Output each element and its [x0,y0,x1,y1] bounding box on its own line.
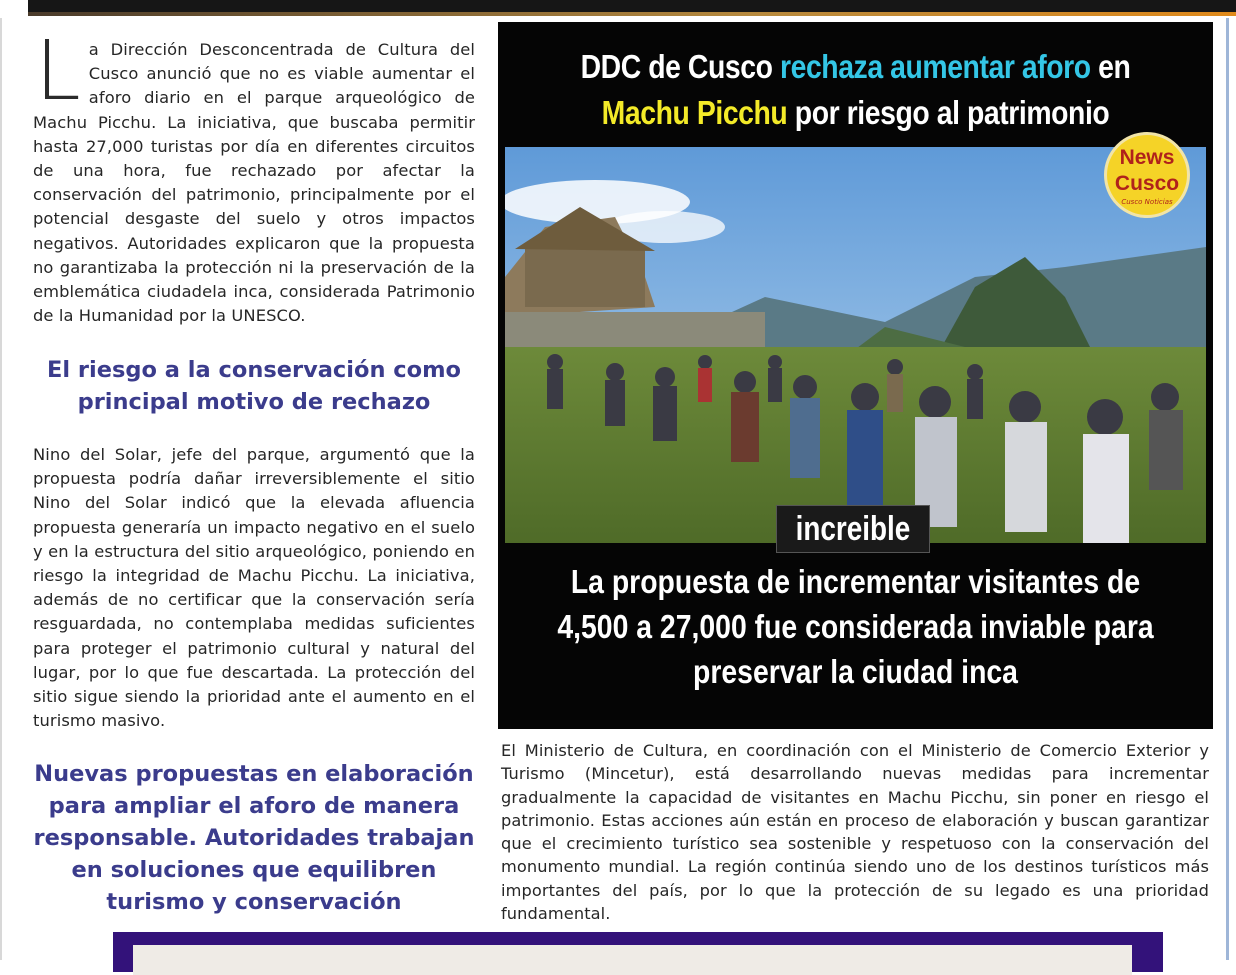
header-stripe [28,12,1236,16]
footer-panel [133,945,1132,975]
headline-place: Machu Picchu [601,94,788,131]
headline-segment: en [1090,48,1131,85]
subheading-conservation-risk: El riesgo a la conservación como principal motivo de rechazo [47,357,461,415]
intro-text: a Dirección Desconcentrada de Cultura del Cusco anunció que no es viable aumentar el aforo diario en el parque arqueológico de Machu Picchu. La iniciativa, que buscaba permitir hasta 27,000 turistas por día en diferentes circuitos de una hora, fue rechazado por afectar la conservación del patrimonio, principalmente por el potencial desgaste del suelo y otros impactos negativos. Autoridades explicaron que la propuesta no garantizaba la protección ni la preservación de la emblemática ciudadela inca, considerada Patrimonio de la Humanidad por la UNESCO. [33,40,475,326]
closing-column [501,739,1209,925]
photo-illustration [505,147,1206,543]
subheading-new-proposals: Nuevas propuestas en elaboración para ampliar el aforo de manera responsable. Autoridades trabajan en soluciones que equilibren turismo y conservación [33,761,475,915]
tag-text: increible [795,510,911,548]
poster-caption: La propuesta de incrementar visitantes de 4,500 a 27,000 fue considerada inviable para preservar la ciudad inca [557,563,1154,690]
news-poster [498,22,1213,729]
logo-line-cusco: Cusco [1114,172,1180,195]
dropcap: L [35,24,81,119]
page-right-rule [1226,18,1229,960]
intro-paragraph [33,24,475,328]
headline-segment: por riesgo al patrimonio [787,94,1110,131]
tag-label [776,505,930,553]
poster-headline [548,44,1163,136]
paragraph-nino-del-solar: Nino del Solar, jefe del parque, argumentó que la propuesta podría dañar irreversiblemente el sitio Nino del Solar indicó que la elevada afluencia propuesta generaría un impacto negativo en el suelo y en la estructura del sitio arqueológico, poniendo en riesgo la integridad de Machu Picchu. La iniciativa, además de no certificar que la conservación sería resguardada, no contemplaba medidas suficientes para proteger el patrimonio cultural y natural del lugar, por lo que fue descartada. La protección del sitio sigue siendo la prioridad ante el aumento en el turismo masivo. [33,445,475,731]
machu-picchu-photo [505,147,1206,543]
news-cusco-logo [1104,132,1190,218]
paragraph-ministerio: El Ministerio de Cultura, en coordinación con el Ministerio de Comercio Exterior y Turismo (Mincetur), está desarrollando nuevas medidas para incrementar gradualmente la capacidad de visitantes en Machu Picchu, sin poner en riesgo el patrimonio. Estas acciones aún están en proceso de elaboración y buscan garantizar que el crecimiento turístico sea sostenible y respetuoso con la conservación del monumento mundial. La región continúa siendo uno de los destinos turísticos más importantes del país, por lo que la protección de su legado es una prioridad fundamental. [501,741,1209,924]
logo-line-news: News [1119,146,1175,169]
intro-column [33,24,475,328]
logo-tagline: Cusco Noticias [1121,198,1173,206]
headline-segment: DDC de Cusco [580,48,780,85]
headline-highlight: rechaza aumentar aforo [779,48,1091,85]
page-left-rule [0,18,2,960]
